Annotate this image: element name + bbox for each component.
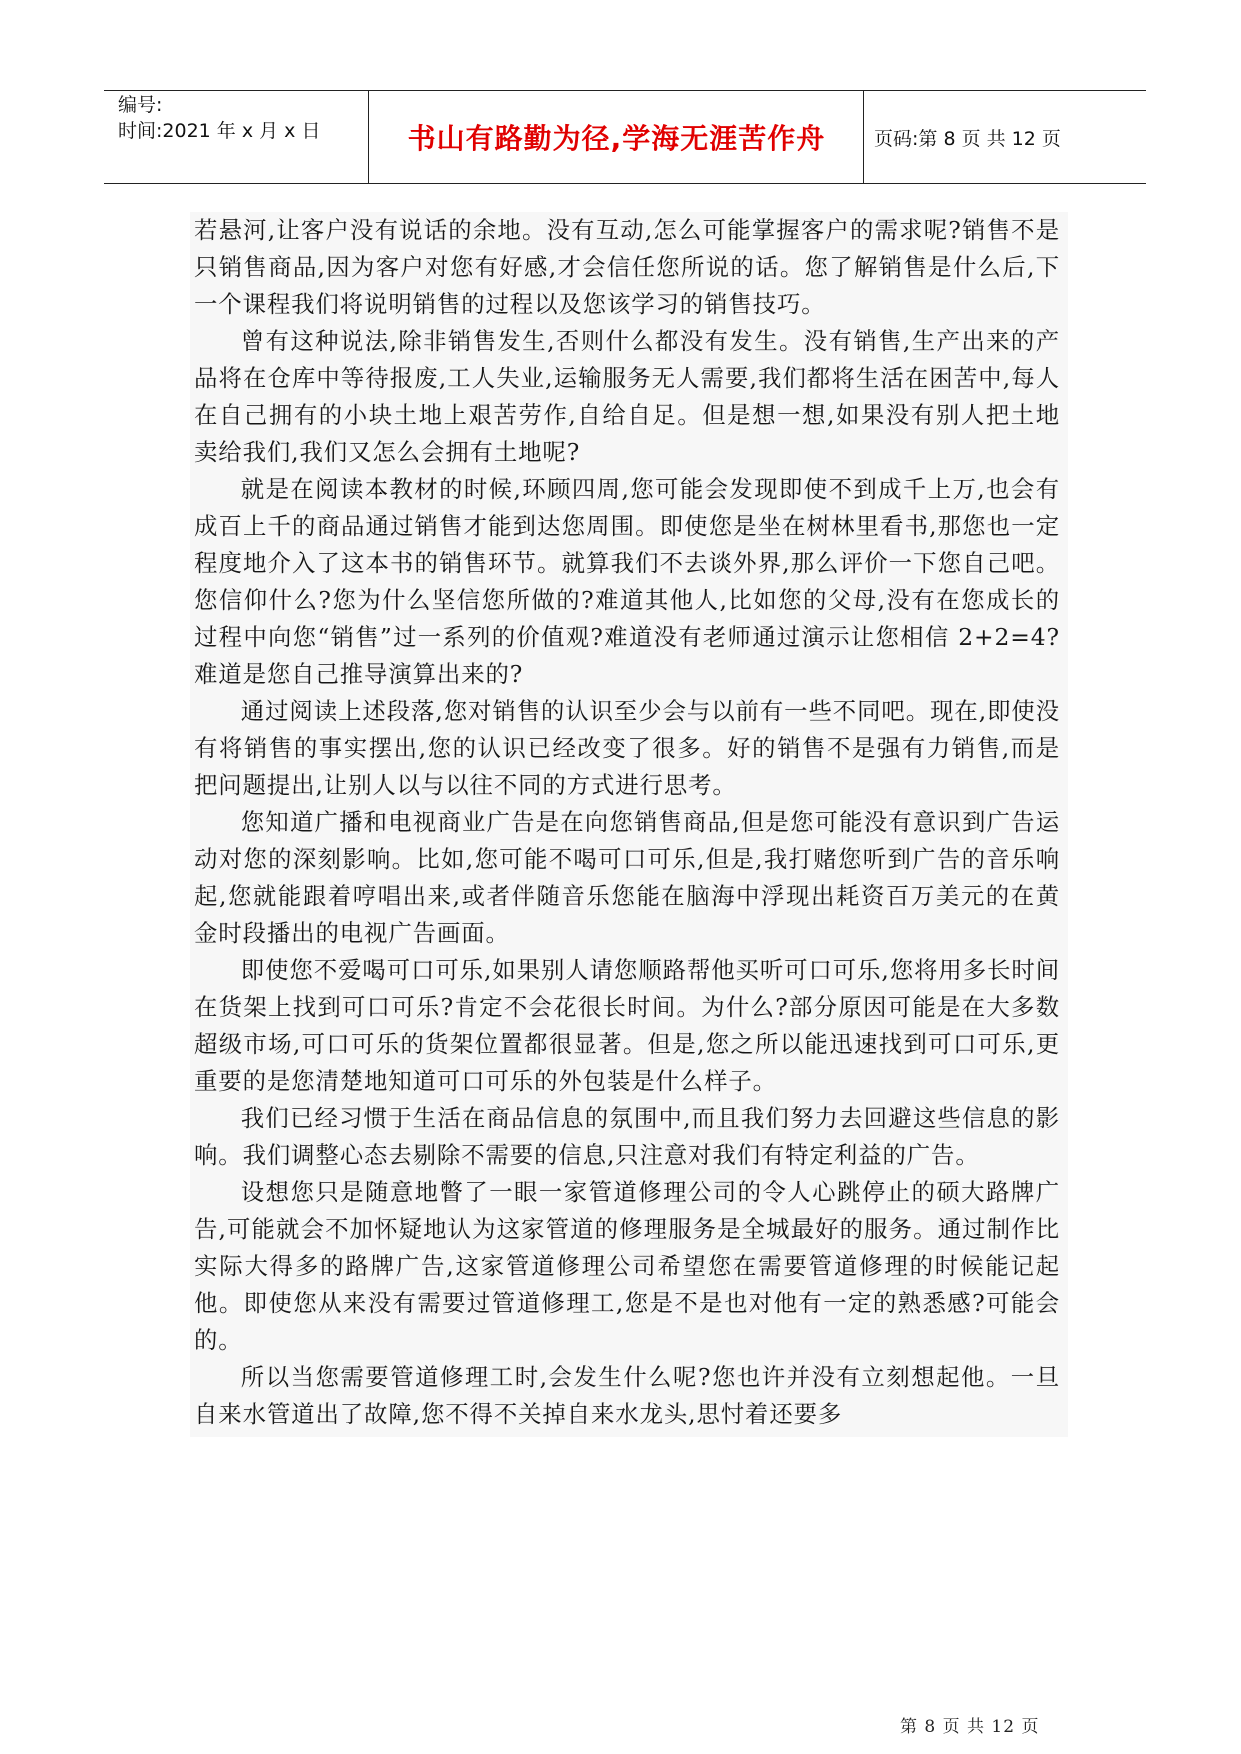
header-divider: [863, 91, 864, 183]
paragraph: 您知道广播和电视商业广告是在向您销售商品,但是您可能没有意识到广告运动对您的深刻影响。比如,您可能不喝可口可乐,但是,我打赌您听到广告的音乐响起,您就能跟着哼唱出来,或者伴随音乐您能在脑海中浮现出耗资百万美元的在黄金时段播出的电视广告画面。: [194, 808, 1060, 947]
header-page-code: 页码:第 8 页 共 12 页: [874, 127, 1061, 150]
paragraph: 设想您只是随意地瞥了一眼一家管道修理公司的令人心跳停止的硕大路牌广告,可能就会不加怀疑地认为这家管道的修理服务是全城最好的服务。通过制作比实际大得多的路牌广告,这家管道修理公司希望您在需要管道修理的时候能记起他。即使您从来没有需要过管道修理工,您是不是也对他有一定的熟悉感?可能会的。: [194, 1178, 1060, 1354]
header-motto: 书山有路勤为径,学海无涯苦作舟: [407, 122, 826, 155]
paragraph: 若悬河,让客户没有说话的余地。没有互动,怎么可能掌握客户的需求呢?销售不是只销售商品,因为客户对您有好感,才会信任您所说的话。您了解销售是什么后,下一个课程我们将说明销售的过程以及您该学习的销售技巧。: [194, 216, 1060, 318]
paragraph: 通过阅读上述段落,您对销售的认识至少会与以前有一些不同吧。现在,即使没有将销售的事实摆出,您的认识已经改变了很多。好的销售不是强有力销售,而是把问题提出,让别人以与以往不同的方式进行思考。: [194, 697, 1060, 799]
header-divider: [368, 91, 369, 183]
page-footer: 第 8 页 共 12 页: [900, 1717, 1040, 1737]
document-body: [190, 212, 1068, 1437]
paragraph: 我们已经习惯于生活在商品信息的氛围中,而且我们努力去回避这些信息的影响。我们调整心态去剔除不需要的信息,只注意对我们有特定利益的广告。: [194, 1104, 1060, 1169]
document-time-label: 时间:2021 年 x 月 x 日: [118, 120, 321, 142]
paragraph: 所以当您需要管道修理工时,会发生什么呢?您也许并没有立刻想起他。一旦自来水管道出了故障,您不得不关掉自来水龙头,思忖着还要多: [194, 1363, 1060, 1428]
page-header: [104, 90, 1146, 184]
document-number-label: 编号:: [118, 94, 163, 116]
header-meta: [118, 91, 368, 183]
paragraph: 就是在阅读本教材的时候,环顾四周,您可能会发现即使不到成千上万,也会有成百上千的商品通过销售才能到达您周围。即使您是坐在树林里看书,那您也一定程度地介入了这本书的销售环节。就算我们不去谈外界,那么评价一下您自己吧。您信仰什么?您为什么坚信您所做的?难道其他人,比如您的父母,没有在您成长的过程中向您“销售”过一系列的价值观?难道没有老师通过演示让您相信 2+2=4?难道是您自己推导演算出来的?: [194, 475, 1060, 688]
paragraph: 曾有这种说法,除非销售发生,否则什么都没有发生。没有销售,生产出来的产品将在仓库中等待报废,工人失业,运输服务无人需要,我们都将生活在困苦中,每人在自己拥有的小块土地上艰苦劳作,自给自足。但是想一想,如果没有别人把土地卖给我们,我们又怎么会拥有土地呢?: [194, 327, 1060, 466]
paragraph: 即使您不爱喝可口可乐,如果别人请您顺路帮他买听可口可乐,您将用多长时间在货架上找到可口可乐?肯定不会花很长时间。为什么?部分原因可能是在大多数超级市场,可口可乐的货架位置都很显著。但是,您之所以能迅速找到可口可乐,更重要的是您清楚地知道可口可乐的外包装是什么样子。: [194, 956, 1060, 1095]
